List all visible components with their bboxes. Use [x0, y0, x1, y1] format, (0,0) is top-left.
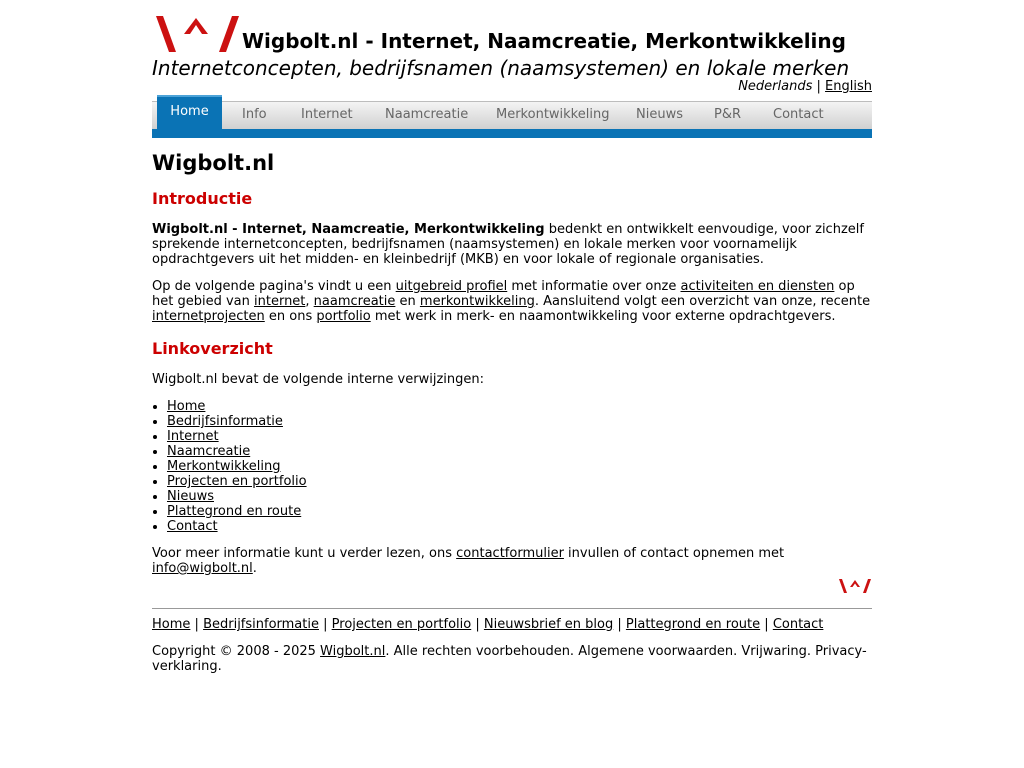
intro-company-name: Wigbolt.nl - Internet, Naamcreatie, Merkontwikkeling: [152, 222, 545, 237]
link-uitgebreid-profiel[interactable]: uitgebreid profiel: [395, 279, 508, 294]
intro2-text: en ons: [264, 309, 317, 324]
intro-paragraph-2: [152, 279, 872, 324]
more-info-text: Voor meer informatie kunt u verder lezen, ons: [152, 546, 457, 561]
links-intro: Wigbolt.nl bevat de volgende interne verwijzingen:: [152, 372, 484, 387]
list-item: [167, 429, 307, 444]
language-separator: |: [816, 79, 821, 94]
more-info-paragraph: [152, 546, 872, 576]
list-item: [167, 504, 307, 519]
link-portfolio[interactable]: portfolio: [316, 309, 371, 324]
list-link-contact[interactable]: Contact: [167, 519, 218, 534]
list-link-naamcreatie[interactable]: Naamcreatie: [167, 444, 251, 459]
language-current: Nederlands: [738, 79, 813, 94]
nav-tab-home[interactable]: Home: [157, 95, 222, 131]
links-heading: Linkoverzicht: [152, 339, 273, 358]
site-tagline: Internetconcepten, bedrijfsnamen (naamsystemen) en lokale merken: [152, 56, 850, 80]
link-contactformulier[interactable]: contactformulier: [456, 546, 564, 561]
link-activiteiten-diensten[interactable]: activiteiten en diensten: [680, 279, 835, 294]
intro-text: bedenkt en ontwikkelt eenvoudige, voor zichzelf sprekende internetconcepten, bedrijfsnamen (naamsystemen) en lokale merken voor voornamelijk opdrachtgevers uit het midden- en kleinbedrijf (MKB) en voor lokale of regionale organisaties.: [152, 222, 864, 267]
list-item: [167, 399, 307, 414]
page-title: Wigbolt.nl: [152, 151, 275, 175]
footer-separator: |: [617, 617, 622, 632]
intro-heading: Introductie: [152, 189, 253, 208]
link-email[interactable]: info@wigbolt.nl: [152, 561, 253, 576]
copyright-text: Copyright © 2008 - 2025: [152, 644, 321, 659]
intro2-text: met informatie over onze: [507, 279, 681, 294]
language-english-link[interactable]: English: [825, 79, 872, 94]
footer-divider: [152, 608, 872, 609]
list-item: [167, 474, 307, 489]
footer-link-bedrijfsinformatie[interactable]: Bedrijfsinformatie: [203, 617, 319, 632]
intro2-text: op het gebied van: [152, 279, 855, 309]
nav-tab-merkontwikkeling[interactable]: Merkontwikkeling: [496, 107, 610, 122]
link-internet[interactable]: internet: [254, 294, 306, 309]
footer-link-projecten-portfolio[interactable]: Projecten en portfolio: [331, 617, 472, 632]
language-switcher: [738, 79, 872, 94]
list-link-bedrijfsinformatie[interactable]: Bedrijfsinformatie: [167, 414, 283, 429]
intro2-text: ,: [305, 294, 314, 309]
list-item: [167, 414, 307, 429]
more-info-text: .: [252, 561, 257, 576]
main-nav: [152, 101, 872, 138]
nav-base-stripe: [152, 129, 872, 138]
list-link-projecten-portfolio[interactable]: Projecten en portfolio: [167, 474, 307, 489]
nav-tab-internet[interactable]: Internet: [301, 107, 353, 122]
footer-link-home[interactable]: Home: [152, 617, 191, 632]
link-merkontwikkeling[interactable]: merkontwikkeling: [419, 294, 535, 309]
site-title: Wigbolt.nl - Internet, Naamcreatie, Merkontwikkeling: [242, 29, 846, 53]
footer-separator: |: [323, 617, 328, 632]
list-link-merkontwikkeling[interactable]: Merkontwikkeling: [167, 459, 281, 474]
link-internetprojecten[interactable]: internetprojecten: [152, 309, 265, 324]
more-info-text: invullen of contact opnemen met: [563, 546, 785, 561]
footer-link-plattegrond-route[interactable]: Plattegrond en route: [625, 617, 761, 632]
nav-tab-naamcreatie[interactable]: Naamcreatie: [385, 107, 469, 122]
intro2-text: en: [395, 294, 420, 309]
intro-paragraph-1: [152, 222, 872, 267]
copyright-text: . Alle rechten voorbehouden. Algemene voorwaarden. Vrijwaring. Privacy-verklaring.: [152, 644, 867, 674]
small-logo-icon: [838, 577, 872, 595]
footer-link-contact[interactable]: Contact: [772, 617, 824, 632]
copyright: [152, 644, 872, 674]
footer-separator: |: [475, 617, 480, 632]
link-naamcreatie[interactable]: naamcreatie: [313, 294, 396, 309]
nav-tab-contact[interactable]: Contact: [773, 107, 824, 122]
internal-links-list: [152, 399, 307, 534]
list-link-nieuws[interactable]: Nieuws: [167, 489, 214, 504]
header: [152, 14, 872, 54]
footer-nav: [152, 617, 823, 632]
list-item: [167, 519, 307, 534]
intro2-text: met werk in merk- en naamontwikkeling voor externe opdrachtgevers.: [370, 309, 836, 324]
list-link-home[interactable]: Home: [167, 399, 206, 414]
footer-link-nieuwsbrief-blog[interactable]: Nieuwsbrief en blog: [483, 617, 614, 632]
list-link-internet[interactable]: Internet: [167, 429, 219, 444]
intro2-text: . Aansluitend volgt een overzicht van onze, recente: [534, 294, 871, 309]
copyright-link[interactable]: Wigbolt.nl: [320, 644, 386, 659]
nav-tab-info[interactable]: Info: [242, 107, 267, 122]
nav-tab-pr[interactable]: P&R: [714, 107, 742, 122]
list-link-plattegrond-route[interactable]: Plattegrond en route: [167, 504, 302, 519]
list-item: [167, 459, 307, 474]
footer-separator: |: [194, 617, 199, 632]
wigbolt-logo-icon[interactable]: [154, 14, 240, 54]
intro2-text: Op de volgende pagina's vindt u een: [152, 279, 396, 294]
footer-separator: |: [764, 617, 769, 632]
list-item: [167, 489, 307, 504]
list-item: [167, 444, 307, 459]
nav-tab-nieuws[interactable]: Nieuws: [636, 107, 683, 122]
